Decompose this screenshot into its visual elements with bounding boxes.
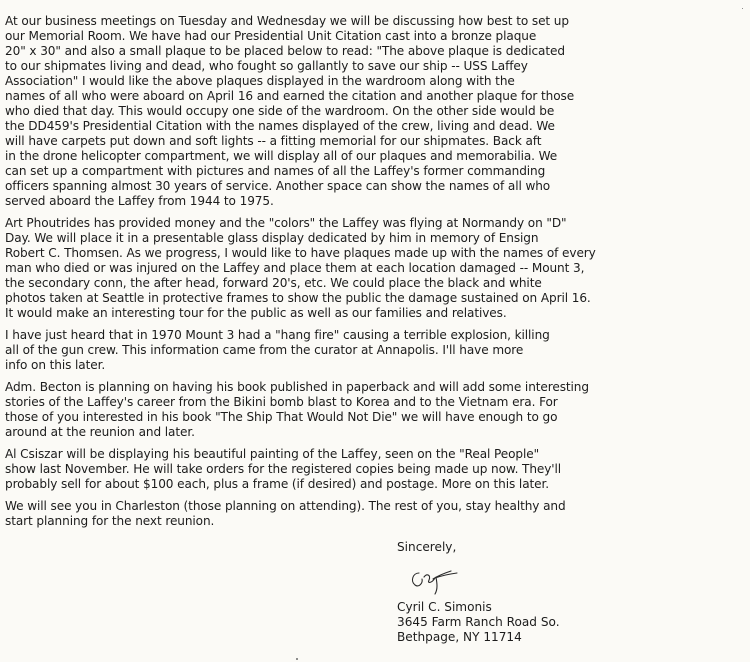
text-line: Association" I would like the above plaques displayed in the wardroom along with the [5, 74, 515, 88]
text-line: all of the gun crew. This information came from the curator at Annapolis. I'll have more [5, 343, 524, 357]
text-line: info on this later. [5, 358, 106, 372]
text-line: photos taken at Seattle in protective frames to show the public the damage sustained on April 16. [5, 291, 591, 305]
paragraph-painting [5, 447, 747, 492]
text-line: Adm. Becton is planning on having his book published in paperback and will add some interesting [5, 380, 589, 394]
text-line: start planning for the next reunion. [5, 514, 215, 528]
scan-speck [742, 8, 743, 9]
text-line: to our shipmates living and dead, who fought so gallantly to save our ship -- USS Laffey [5, 59, 528, 73]
text-line: can set up a compartment with pictures and names of all the Laffey's former commanding [5, 164, 546, 178]
text-line: stories of the Laffey's career from the Bikini bomb blast to Korea and to the Vietnam era. For [5, 395, 558, 409]
text-line: officers spanning almost 30 years of service. Another space can show the names of all who [5, 179, 551, 193]
text-line: show last November. He will take orders for the registered copies being made up now. They'll [5, 462, 562, 476]
sender-name: Cyril C. Simonis [397, 600, 492, 614]
paragraph-hang-fire [5, 328, 747, 373]
paragraph-charleston [5, 499, 747, 529]
letter-body [5, 14, 747, 536]
paragraph-memorial-room [5, 14, 747, 209]
paragraph-becton-book [5, 380, 747, 440]
text-line: At our business meetings on Tuesday and Wednesday we will be discussing how best to set up [5, 14, 569, 28]
text-line: Robert C. Thomsen. As we progress, I would like to have plaques made up with the names of every [5, 246, 596, 260]
text-line: names of all who were aboard on April 16 and earned the citation and another plaque for those [5, 89, 575, 103]
text-line: Al Csiszar will be displaying his beautiful painting of the Laffey, seen on the "Real People" [5, 447, 540, 461]
text-line: We will see you in Charleston (those planning on attending). The rest of you, stay healthy and [5, 499, 566, 513]
text-line: in the drone helicopter compartment, we will display all of our plaques and memorabilia. We [5, 149, 558, 163]
sender-block [397, 600, 560, 645]
text-line: served aboard the Laffey from 1944 to 1975. [5, 194, 274, 208]
sender-address-line-1: 3645 Farm Ranch Road So. [397, 615, 560, 629]
text-line: our Memorial Room. We have had our Presidential Unit Citation cast into a bronze plaque [5, 29, 537, 43]
text-line: man who died or was injured on the Laffey and place them at each location damaged -- Mount 3, [5, 261, 585, 275]
sender-address-line-2: Bethpage, NY 11714 [397, 630, 522, 644]
text-line: I have just heard that in 1970 Mount 3 had a "hang fire" causing a terrible explosion, killing [5, 328, 550, 342]
text-line: around at the reunion and later. [5, 425, 195, 439]
text-line: probably sell for about $100 each, plus a frame (if desired) and postage. More on this later. [5, 477, 549, 491]
text-line: Art Phoutrides has provided money and the "colors" the Laffey was flying at Normandy on "D" [5, 216, 567, 230]
scan-speck [296, 658, 298, 660]
text-line: who died that day. This would occupy one side of the wardroom. On the other side would be [5, 104, 555, 118]
text-line: the DD459's Presidential Citation with the names displayed of the crew, living and dead. We [5, 119, 555, 133]
text-line: 20" x 30" and also a small plaque to be placed below to read: "The above plaque is dedicated [5, 44, 565, 58]
text-line: It would make an interesting tour for the public as well as our families and relatives. [5, 306, 507, 320]
closing-salutation: Sincerely, [397, 540, 457, 554]
text-line: the secondary conn, the after head, forward 20's, etc. We could place the black and white [5, 276, 542, 290]
text-line: those of you interested in his book "The Ship That Would Not Die" we will have enough to go [5, 410, 558, 424]
text-line: Day. We will place it in a presentable glass display dedicated by him in memory of Ensign [5, 231, 539, 245]
paragraph-colors-display [5, 216, 747, 321]
text-line: will have carpets put down and soft lights -- a fitting memorial for our shipmates. Back aft [5, 134, 542, 148]
handwritten-signature [405, 561, 465, 595]
